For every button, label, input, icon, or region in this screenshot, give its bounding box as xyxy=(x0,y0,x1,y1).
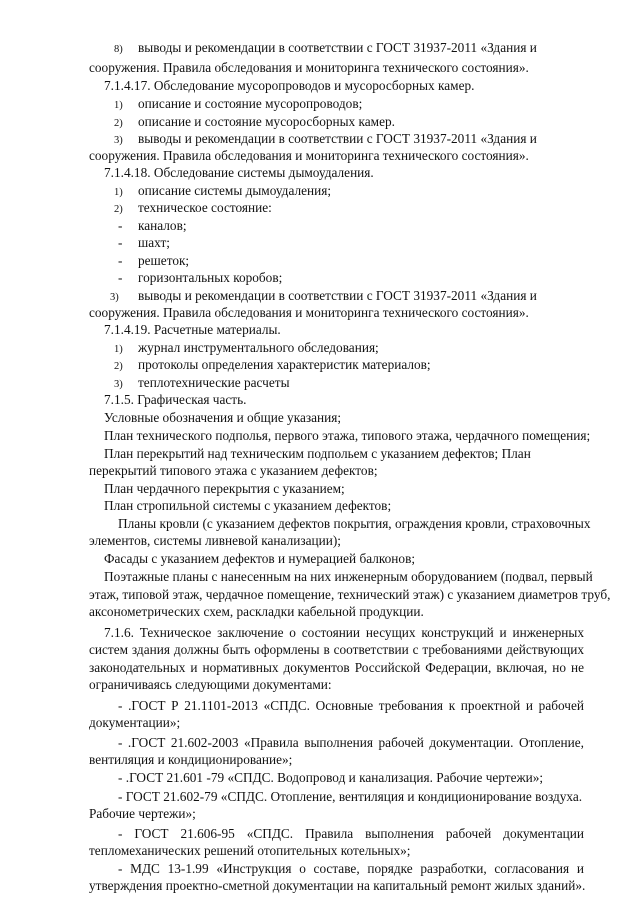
list-item-text: теплотехнические расчеты xyxy=(138,375,290,390)
document-ref-cont: документации»; xyxy=(89,715,181,730)
paragraph-line: План технического подполья, первого этажа, типового этажа, чердачного помещения; xyxy=(104,428,591,443)
paragraph-line: Планы кровли (с указанием дефектов покрытия, ограждения кровли, страховочных xyxy=(118,516,591,531)
paragraph-line: План стропильной системы с указанием дефектов; xyxy=(104,498,392,513)
paragraph-line: Фасады с указанием дефектов и нумерацией балконов; xyxy=(104,551,416,566)
list-item-text: протоколы определения характеристик материалов; xyxy=(138,357,431,372)
paragraph-line: Условные обозначения и общие указания; xyxy=(104,410,342,425)
paragraph-line: элементов, системы ливневой канализации); xyxy=(89,533,341,548)
paragraph-line: ограничиваясь следующими документами: xyxy=(89,677,332,692)
document-ref: - ГОСТ 21.606-95 «СПДС. Правила выполнения рабочей документации xyxy=(118,826,584,841)
list-item-continuation: сооружения. Правила обследования и мониторинга технического состояния». xyxy=(89,305,529,320)
document-ref-cont: Рабочие чертежи»; xyxy=(89,806,196,821)
section-heading: 7.1.4.17. Обследование мусоропроводов и мусоросборных камер. xyxy=(104,78,475,93)
list-item-text: каналов; xyxy=(138,218,187,233)
list-marker: 3) xyxy=(114,135,123,146)
list-item-text: выводы и рекомендации в соответствии с ГОСТ 31937-2011 «Здания и xyxy=(138,288,537,303)
list-item-text: выводы и рекомендации в соответствии с ГОСТ 31937-2011 «Здания и xyxy=(138,40,537,55)
list-marker: 2) xyxy=(114,118,123,129)
section-heading: 7.1.5. Графическая часть. xyxy=(104,392,247,407)
document-ref: - ГОСТ 21.602-79 «СПДС. Отопление, вентиляция и кондиционирование воздуха. xyxy=(118,789,583,804)
paragraph-line: План перекрытий над техническим подпольем с указанием дефектов; План xyxy=(104,446,531,461)
list-item-text: журнал инструментального обследования; xyxy=(138,340,379,355)
dash-marker: - xyxy=(118,235,123,250)
list-marker: 2) xyxy=(114,361,123,372)
section-heading: 7.1.4.18. Обследование системы дымоудаления. xyxy=(104,165,374,180)
paragraph-line: перекрытий типового этажа с указанием дефектов; xyxy=(89,463,378,478)
list-marker: 2) xyxy=(114,204,123,215)
dash-marker: - xyxy=(118,218,123,233)
document-ref-cont: тепломеханических решений отопительных котельных»; xyxy=(89,843,411,858)
paragraph-line: этаж, типовой этаж, чердачное помещение, технический этаж) с указанием диаметров труб, xyxy=(89,587,611,602)
list-marker: 3) xyxy=(110,292,119,303)
document-ref: - .ГОСТ 21.602-2003 «Правила выполнения рабочей документации. Отопление, xyxy=(118,735,584,750)
dash-marker: - xyxy=(118,253,123,268)
paragraph-line: План чердачного перекрытия с указанием; xyxy=(104,481,345,496)
paragraph-line: 7.1.6. Техническое заключение о состоянии несущих конструкций и инженерных xyxy=(104,625,584,640)
list-marker: 3) xyxy=(114,379,123,390)
list-item-continuation: сооружения. Правила обследования и мониторинга технического состояния». xyxy=(89,60,529,75)
list-item-text: решеток; xyxy=(138,253,190,268)
document-ref: - МДС 13-1.99 «Инструкция о составе, порядке разработки, согласования и xyxy=(118,861,584,876)
list-item-text: техническое состояние: xyxy=(138,200,272,215)
list-item-text: шахт; xyxy=(138,235,170,250)
list-marker: 8) xyxy=(114,44,123,55)
list-item-text: выводы и рекомендации в соответствии с ГОСТ 31937-2011 «Здания и xyxy=(138,131,537,146)
document-ref: - .ГОСТ Р 21.1101-2013 «СПДС. Основные требования к проектной и рабочей xyxy=(118,698,584,713)
document-ref-cont: вентиляция и кондиционирование»; xyxy=(89,752,293,767)
document-ref: - .ГОСТ 21.601 -79 «СПДС. Водопровод и канализация. Рабочие чертежи»; xyxy=(118,770,544,785)
list-item-text: описание и состояние мусоросборных камер. xyxy=(138,114,395,129)
section-heading: 7.1.4.19. Расчетные материалы. xyxy=(104,322,281,337)
list-marker: 1) xyxy=(114,344,123,355)
dash-marker: - xyxy=(118,270,123,285)
list-marker: 1) xyxy=(114,187,123,198)
list-item-text: описание и состояние мусоропроводов; xyxy=(138,96,363,111)
paragraph-line: систем здания должны быть оформлены в соответствии с требованиями действующих xyxy=(89,642,584,657)
paragraph-line: Поэтажные планы с нанесенным на них инженерным оборудованием (подвал, первый xyxy=(104,569,593,584)
list-item-text: описание системы дымоудаления; xyxy=(138,183,332,198)
document-ref-cont: утверждения проектно-сметной документации на капитальный ремонт жилых зданий». xyxy=(89,878,586,893)
paragraph-line: законодательных и нормативных документов Российской Федерации, включая, но не xyxy=(89,660,584,675)
list-marker: 1) xyxy=(114,100,123,111)
list-item-continuation: сооружения. Правила обследования и мониторинга технического состояния». xyxy=(89,148,529,163)
paragraph-line: аксонометрических схем, раскладки кабельной продукции. xyxy=(89,604,424,619)
list-item-text: горизонтальных коробов; xyxy=(138,270,283,285)
